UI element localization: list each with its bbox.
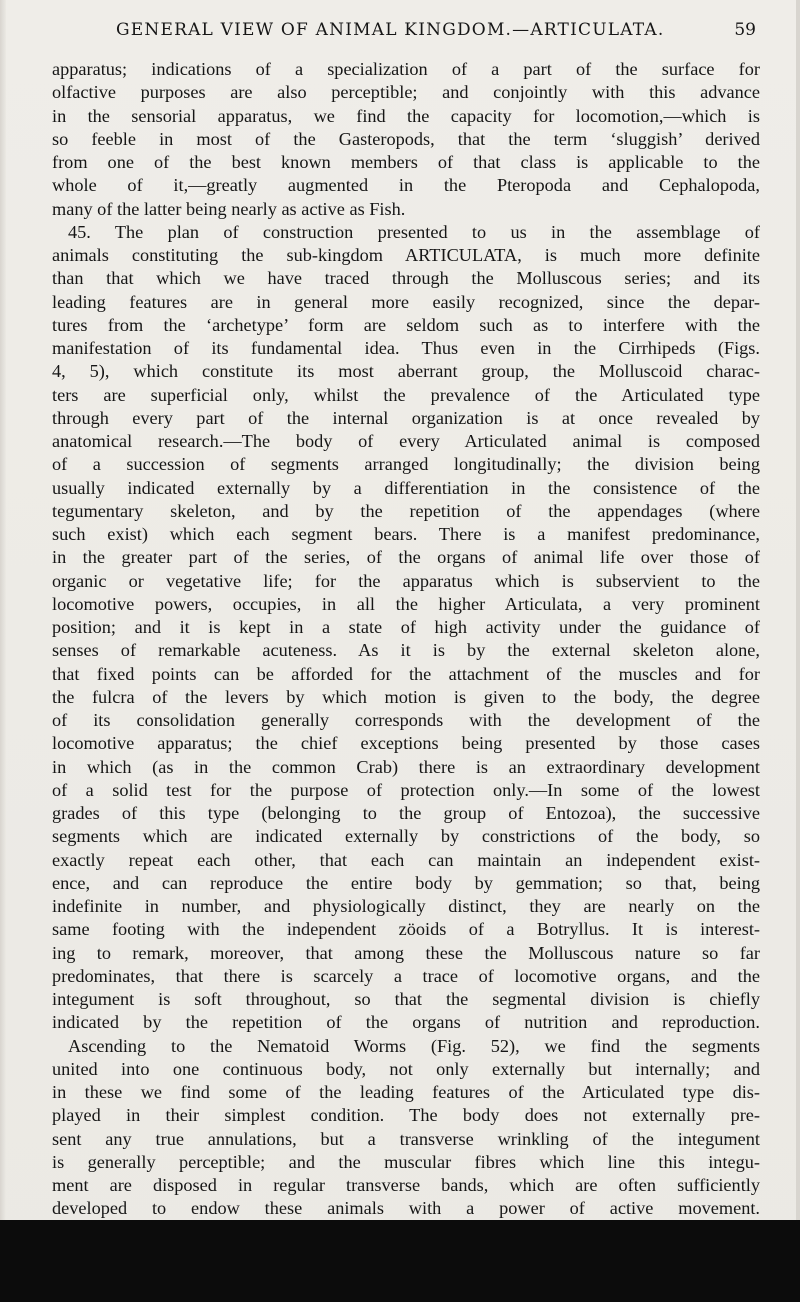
text-line: indicated by the repetition of the organs of nutrition and reproduction. [52,1012,760,1033]
page-edge [796,0,800,1302]
text-line: indefinite in number, and physiologically distinct, they are nearly on the [52,896,760,916]
body-text [52,58,760,1244]
text-line: ters are superficial only, whilst the prevalence of the Articulated type [52,384,760,405]
text-line: ing to remark, moreover, that among these the Molluscous nature so far [52,942,760,963]
text-line: exactly repeat each other, that each can maintain an independent exist- [52,849,760,870]
text-line: than that which we have traced through the Molluscous series; and its [52,268,760,289]
text-line: whole of it,—greatly augmented in the Pteropoda and Cephalopoda, [52,175,760,196]
text-line: united into one continuous body, not only externally but internally; and [52,1058,760,1079]
running-head: GENERAL VIEW OF ANIMAL KINGDOM.—ARTICULATA. [116,20,665,40]
text-line: olfactive purposes are also perceptible; and conjointly with this advance [52,82,760,103]
text-line: manifestation of its fundamental idea. Thus even in the Cirrhipeds (Figs. [52,338,760,358]
text-line: predominates, that there is scarcely a trace of locomotive organs, and the [52,965,760,986]
text-line: locomotive apparatus; the chief exceptions being presented by those cases [52,733,760,754]
text-line: animals constituting the sub-kingdom ARTICULATA, is much more definite [52,245,760,265]
page-header [116,18,756,46]
text-line: played in their simplest condition. The body does not externally pre- [52,1105,760,1126]
text-line: 45. The plan of construction presented to us in the assemblage of [68,221,760,242]
text-line: ence, and can reproduce the entire body by gemmation; so that, being [52,872,760,893]
text-line: apparatus; indications of a specialization of a part of the surface for [52,59,760,79]
text-line: of a solid test for the purpose of protection only.—In some of the lowest [52,779,760,800]
text-line: tegumentary skeleton, and by the repetition of the appendages (where [52,500,760,521]
text-line: same footing with the independent zöoids of a Botryllus. It is interest- [52,919,760,940]
text-line: ment are disposed in regular transverse bands, which are often sufficiently [52,1175,760,1195]
text-line: in the sensorial apparatus, we find the capacity for locomotion,—which is [52,105,760,126]
text-line: 4, 5), which constitute its most aberrant group, the Molluscoid charac- [52,361,760,382]
text-line: grades of this type (belonging to the group of Entozoa), the successive [52,803,760,823]
scan-bottom-border [0,1220,800,1302]
text-line: so feeble in most of the Gasteropods, that the term ‘sluggish’ derived [52,128,760,149]
text-line: through every part of the internal organization is at once revealed by [52,407,760,428]
text-line: leading features are in general more easily recognized, since the depar- [52,291,760,312]
text-line: position; and it is kept in a state of high activity under the guidance of [52,617,760,637]
text-line: locomotive powers, occupies, in all the higher Articulata, a very prominent [52,593,760,614]
text-line: usually indicated externally by a differentiation in the consistence of the [52,477,760,498]
text-line: that fixed points can be afforded for the attachment of the muscles and for [52,663,760,684]
text-line: Ascending to the Nematoid Worms (Fig. 52), we find the segments [68,1035,760,1056]
text-line: organic or vegetative life; for the apparatus which is subservient to the [52,570,760,591]
text-line: such exist) which each segment bears. There is a manifest predominance, [52,524,760,544]
text-line: of its consolidation generally corresponds with the development of the [52,710,760,730]
text-line: integument is soft throughout, so that the segmental division is chiefly [52,989,760,1009]
text-line: developed to endow these animals with a power of active movement. [52,1198,760,1219]
text-line: from one of the best known members of that class is applicable to the [52,152,760,172]
text-line: in the greater part of the series, of the organs of animal life over those of [52,547,760,568]
text-line: senses of remarkable acuteness. As it is by the external skeleton alone, [52,640,760,661]
page-number: 59 [734,20,756,40]
page-gutter-shadow [0,0,6,1302]
text-line: in which (as in the common Crab) there is an extraordinary development [52,756,760,777]
text-line: sent any true annulations, but a transverse wrinkling of the integument [52,1128,760,1149]
text-line: in these we find some of the leading features of the Articulated type dis- [52,1082,760,1102]
text-line: tures from the ‘archetype’ form are seldom such as to interfere with the [52,314,760,335]
text-line: of a succession of segments arranged longitudinally; the division being [52,454,760,475]
text-line: anatomical research.—The body of every Articulated animal is composed [52,431,760,451]
text-line: many of the latter being nearly as active as Fish. [52,198,406,219]
text-line: the fulcra of the levers by which motion is given to the body, the degree [52,686,760,707]
text-line: is generally perceptible; and the muscular fibres which line this integu- [52,1151,760,1172]
text-line: segments which are indicated externally by constrictions of the body, so [52,826,760,847]
